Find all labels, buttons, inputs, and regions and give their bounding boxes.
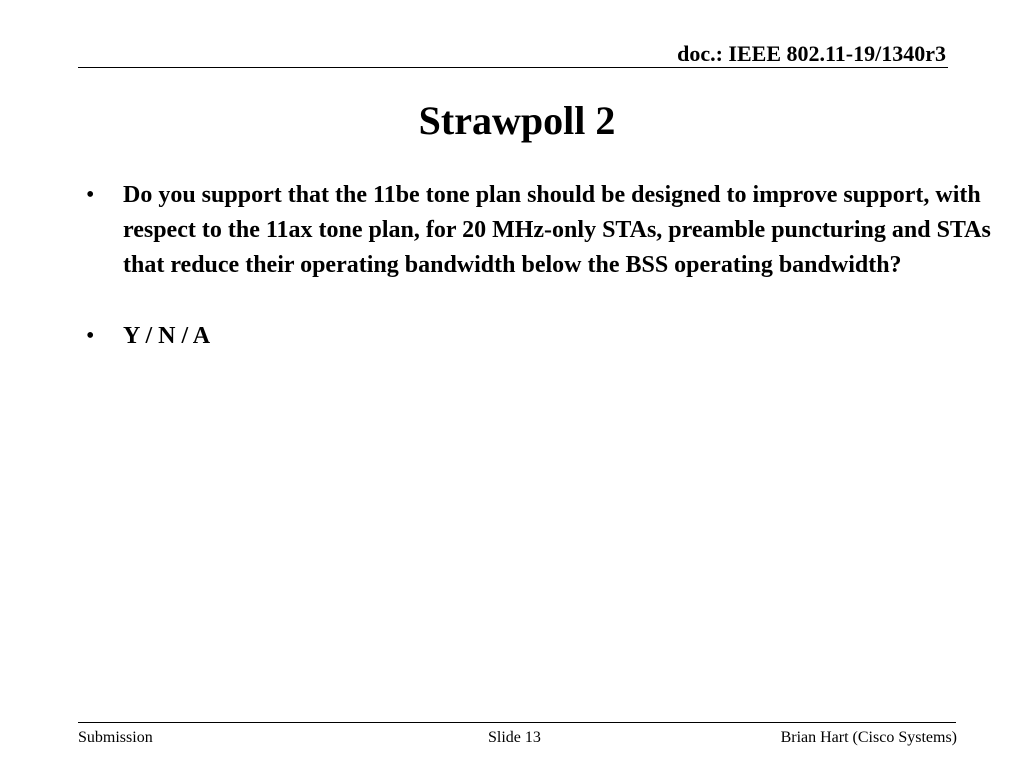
document-id: doc.: IEEE 802.11-19/1340r3 bbox=[677, 41, 946, 66]
bullet-answer-options bbox=[86, 319, 1006, 354]
footer-slide-number: Slide 13 bbox=[488, 729, 541, 746]
bullet-icon: • bbox=[86, 323, 95, 349]
bullet-question-text: Do you support that the 11be tone plan should be designed to improve support, with respect to the 11ax tone plan, for 20 MHz-only STAs, preamble puncturing and STAs that reduce their operating bandwidth below the BSS operating bandwidth? bbox=[123, 182, 991, 278]
header-divider bbox=[78, 67, 948, 68]
footer-submission: Submission bbox=[78, 729, 153, 746]
slide-title: Strawpoll 2 bbox=[418, 98, 616, 143]
bullet-list bbox=[86, 178, 1006, 354]
footer-divider bbox=[78, 722, 956, 723]
bullet-icon: • bbox=[86, 182, 95, 208]
bullet-answer-options-text: Y / N / A bbox=[123, 323, 211, 349]
bullet-question bbox=[86, 178, 1006, 283]
footer-author: Brian Hart (Cisco Systems) bbox=[780, 729, 957, 746]
